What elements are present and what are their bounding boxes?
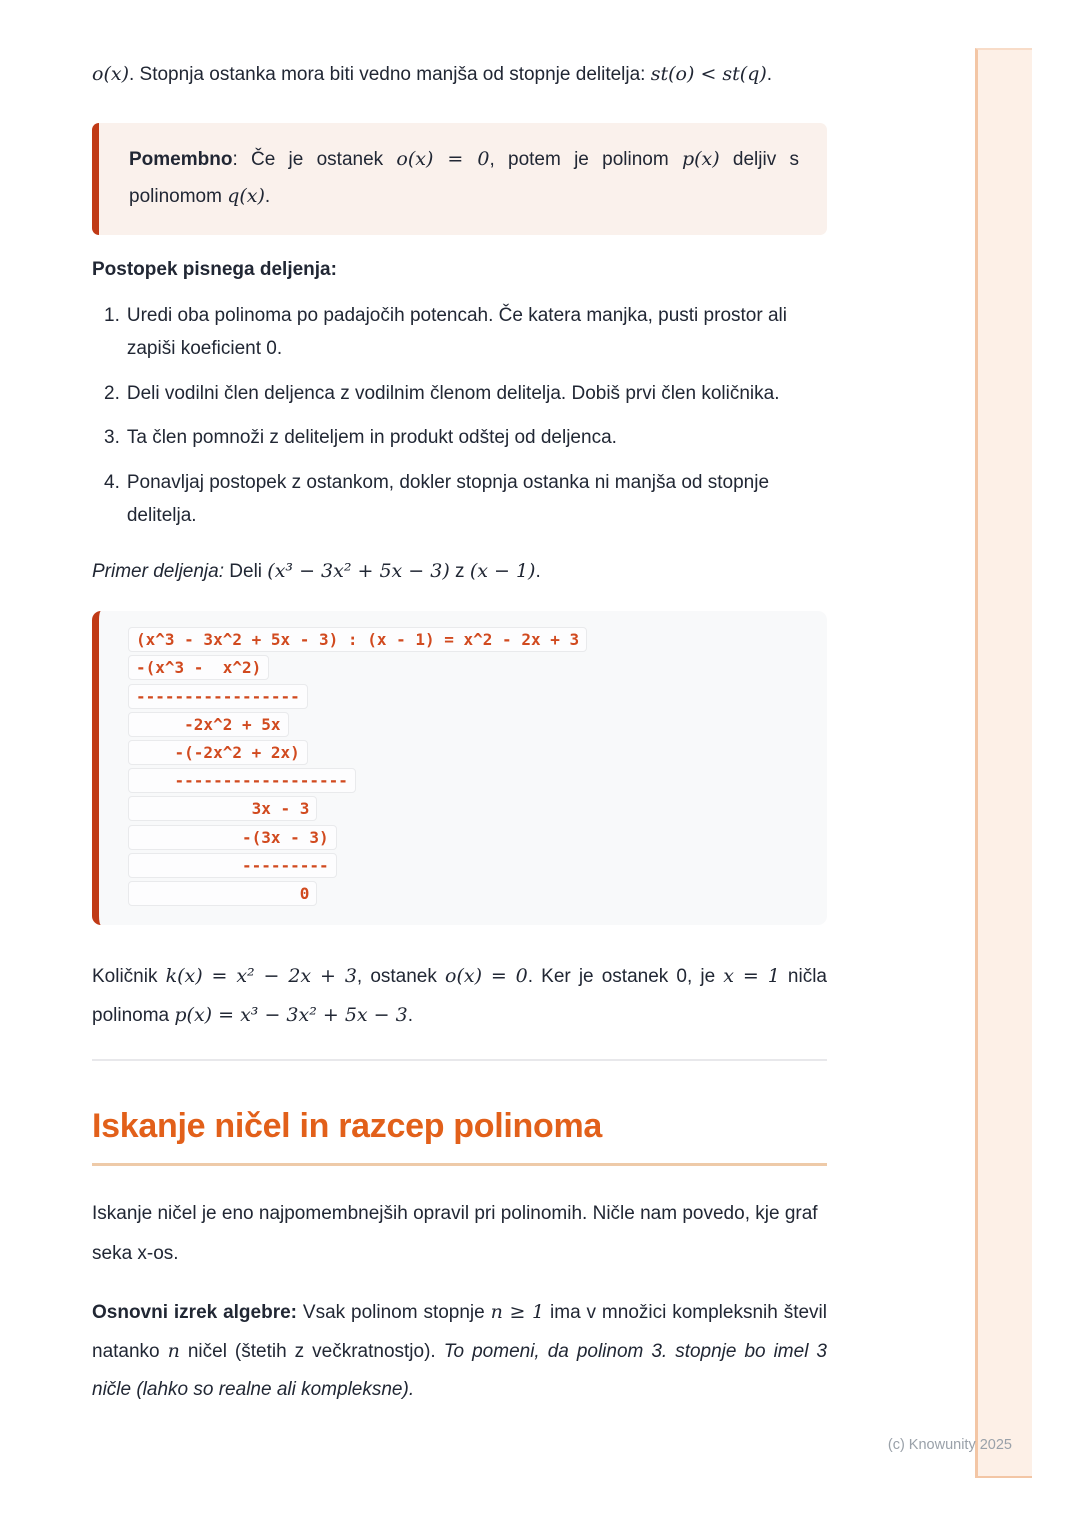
code-line	[128, 627, 807, 655]
example-text-2: z	[449, 561, 470, 583]
step-item	[104, 422, 827, 455]
theorem-label: Osnovni izrek algebre:	[92, 1301, 298, 1323]
result-text-3: . Ker je ostanek 0, je	[527, 966, 724, 988]
math-degree-inequality: st(o) < st(q)	[650, 63, 767, 85]
steps-list	[92, 300, 827, 532]
intro-period: .	[766, 64, 773, 85]
section-divider	[92, 1059, 827, 1061]
code-line	[128, 684, 807, 712]
step-item	[104, 467, 827, 532]
step-number: 3.	[104, 427, 120, 449]
code-line	[128, 853, 807, 881]
callout-period: .	[264, 186, 271, 208]
intro-text: . Stopnja ostanka mora biti vedno manjša od stopnje delitelja:	[128, 64, 651, 85]
document-content	[92, 0, 827, 1428]
step-text: Uredi oba polinoma po padajočih potencah. Če katera manjka, pusti prostor ali zapiši koeficient 0.	[126, 305, 787, 359]
division-code-block	[92, 611, 827, 925]
section-intro-paragraph: Iskanje ničel je eno najpomembnejših opravil pri polinomih. Ničle nam povedo, kje graf seka x-os.	[92, 1203, 818, 1265]
code-line	[128, 825, 807, 853]
math-n-geq-1: n ≥ 1	[490, 1300, 545, 1323]
callout-label: Pomembno	[129, 149, 233, 171]
code-text: -(3x - 3)	[128, 825, 337, 850]
math-qx: q(x)	[227, 185, 265, 208]
code-text: -(x^3 - x^2)	[128, 655, 269, 680]
math-px: p(x)	[681, 148, 720, 171]
code-text: (x^3 - 3x^2 + 5x - 3) : (x - 1) = x^2 - 2x + 3	[128, 627, 587, 652]
page-footer: (c) Knowunity 2025	[887, 1437, 1012, 1453]
math-remainder: o(x) = 0	[445, 965, 528, 988]
code-text: 0	[128, 881, 317, 906]
code-line	[128, 740, 807, 768]
code-line	[128, 712, 807, 740]
theorem-emphasis: To pomeni, da polinom 3. stopnje bo imel 3 ničle (lahko so realne ali kompleksne).	[92, 1340, 827, 1400]
math-quotient: k(x) = x² − 2x + 3	[165, 965, 357, 988]
example-text-1: Deli	[224, 561, 268, 583]
result-text-2: , ostanek	[356, 966, 445, 988]
code-text: ---------	[128, 853, 337, 878]
result-text-1: Količnik	[92, 966, 166, 988]
code-text: ------------------	[128, 768, 356, 793]
example-paragraph	[92, 552, 827, 591]
math-ox: o(x)	[92, 63, 129, 85]
step-text: Ponavljaj postopek z ostankom, dokler stopnja ostanka ni manjša od stopnje delitelja.	[126, 471, 770, 526]
result-period: .	[407, 1005, 414, 1027]
example-label: Primer deljenja:	[92, 561, 224, 583]
section-heading: Iskanje ničel in razcep polinoma	[92, 1107, 827, 1166]
math-zero-x: x = 1	[723, 965, 780, 988]
theorem-text-3: ničel (štetih z večkratnostjo).	[179, 1340, 444, 1362]
code-text: 3x - 3	[128, 796, 317, 821]
callout-text-2: , potem je polinom	[489, 149, 682, 171]
step-item	[104, 300, 827, 365]
steps-title: Postopek pisnega deljenja:	[92, 259, 337, 281]
math-divisor: (x − 1)	[469, 560, 536, 583]
callout-text-1: : Če je ostanek	[232, 149, 397, 171]
math-dividend: (x³ − 3x² + 5x − 3)	[267, 560, 450, 583]
result-text-4: ničla polinoma	[92, 966, 827, 1027]
step-number: 1.	[104, 305, 120, 327]
step-number: 4.	[104, 471, 120, 493]
code-line	[128, 881, 807, 909]
intro-paragraph	[92, 56, 827, 93]
theorem-paragraph	[92, 1293, 827, 1409]
math-n: n	[167, 1339, 180, 1362]
code-text: -(-2x^2 + 2x)	[128, 740, 308, 765]
example-period: .	[535, 561, 541, 583]
code-line	[128, 768, 807, 796]
code-line	[128, 655, 807, 683]
theorem-text-1: Vsak polinom stopnje	[297, 1301, 491, 1323]
step-text: Ta člen pomnoži z deliteljem in produkt odštej od deljenca.	[126, 427, 617, 449]
code-text: -----------------	[128, 684, 308, 709]
step-text: Deli vodilni člen deljenca z vodilnim členom delitelja. Dobiš prvi člen količnika.	[126, 382, 780, 404]
code-text: -2x^2 + 5x	[128, 712, 289, 737]
result-paragraph	[92, 957, 827, 1035]
math-polynomial: p(x) = x³ − 3x² + 5x − 3	[174, 1004, 408, 1027]
theorem-text-2: ima v množici kompleksnih števil natanko	[92, 1301, 827, 1362]
math-remainder-zero: o(x) = 0	[396, 148, 490, 171]
code-line	[128, 796, 807, 824]
important-callout	[92, 123, 827, 235]
step-number: 2.	[104, 382, 120, 404]
callout-text-3: deljiv s polinomom	[129, 149, 799, 208]
page-edge-stripe	[975, 48, 1032, 1478]
step-item	[104, 378, 827, 411]
